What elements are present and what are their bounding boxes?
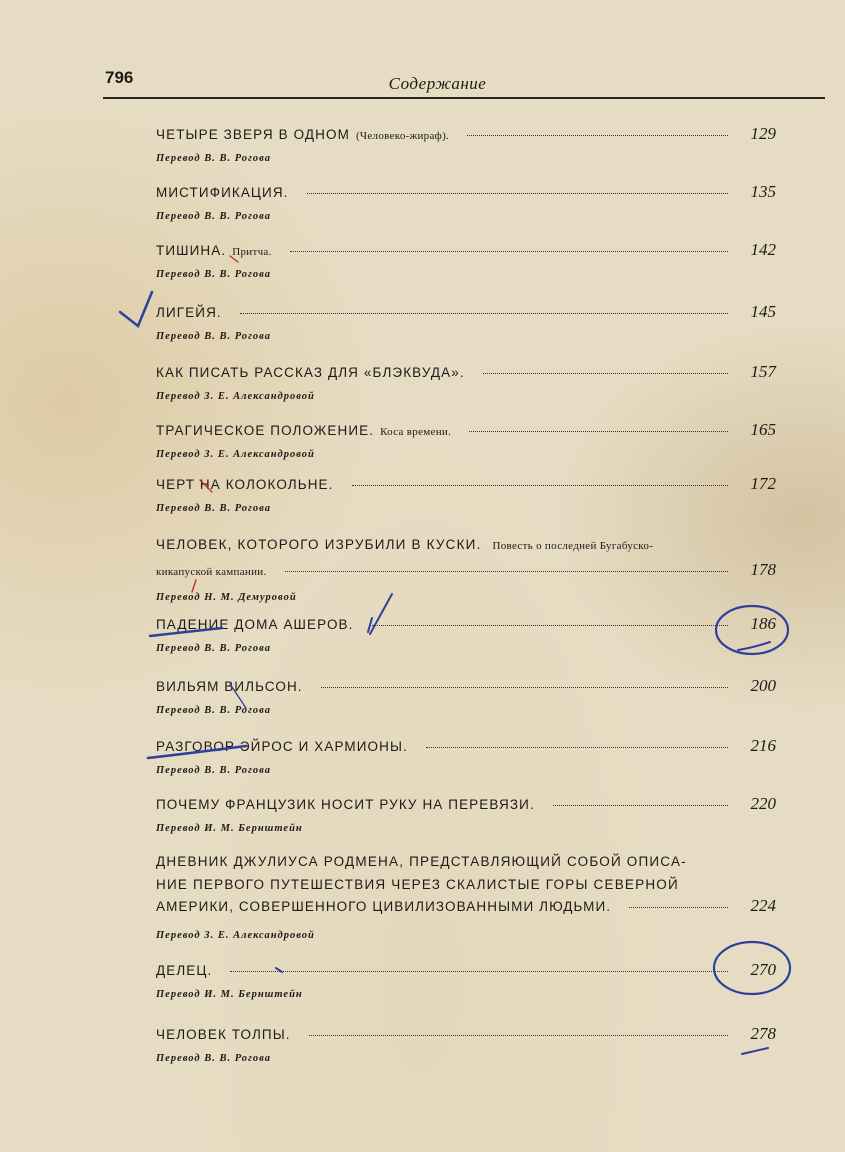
- entry-page-number: 172: [750, 474, 776, 493]
- dot-leader: [285, 571, 728, 572]
- entry-title: ДЕЛЕЦ.: [156, 963, 213, 978]
- toc-entry[interactable]: [156, 362, 776, 402]
- entry-page-number: 129: [750, 124, 776, 143]
- entry-translator: Перевод З. Е. Александровой: [156, 391, 315, 402]
- entry-page-number: 145: [750, 302, 776, 321]
- entry-translator: Перевод З. Е. Александровой: [156, 930, 315, 941]
- toc-entry[interactable]: [156, 736, 776, 776]
- entry-page-number: 270: [750, 960, 776, 979]
- dot-leader: [240, 313, 728, 314]
- entry-title: МИСТИФИКАЦИЯ.: [156, 185, 289, 200]
- page-number: 796: [105, 68, 134, 87]
- entry-translator: Перевод В. В. Рогова: [156, 331, 272, 342]
- entry-title: АМЕРИКИ, СОВЕРШЕННОГО ЦИВИЛИЗОВАННЫМИ ЛЮДЬМИ.: [156, 899, 612, 914]
- dot-leader: [372, 625, 729, 626]
- toc-entry[interactable]: [156, 533, 776, 603]
- entry-page-number: 220: [750, 794, 776, 813]
- entry-title: ПОЧЕМУ ФРАНЦУЗИК НОСИТ РУКУ НА ПЕРЕВЯЗИ.: [156, 797, 535, 812]
- entry-translator: Перевод В. В. Рогова: [156, 643, 272, 654]
- entry-subtitle: Коса времени.: [380, 426, 452, 438]
- entry-translator: Перевод В. В. Рогова: [156, 765, 272, 776]
- entry-page-number: 186: [750, 614, 776, 633]
- entry-title: ЧЕЛОВЕК ТОЛПЫ.: [156, 1027, 291, 1042]
- entry-title: ВИЛЬЯМ ВИЛЬСОН.: [156, 679, 303, 694]
- entry-page-number: 200: [750, 676, 776, 695]
- entry-translator: Перевод В. В. Рогова: [156, 1053, 272, 1064]
- entry-subtitle: Притча.: [232, 246, 272, 258]
- dot-leader: [309, 1035, 728, 1036]
- toc-entry[interactable]: [156, 850, 776, 941]
- entry-title: РАЗГОВОР ЭЙРОС И ХАРМИОНЫ.: [156, 739, 408, 754]
- entry-title: ПАДЕНИЕ ДОМА АШЕРОВ.: [156, 617, 354, 632]
- dot-leader: [307, 193, 728, 194]
- entry-title-line: ДНЕВНИК ДЖУЛИУСА РОДМЕНА, ПРЕДСТАВЛЯЮЩИЙ СОБОЙ ОПИСА-: [156, 854, 687, 869]
- entry-title-line: НИЕ ПЕРВОГО ПУТЕШЕСТВИЯ ЧЕРЕЗ СКАЛИСТЫЕ ГОРЫ СЕВЕРНОЙ: [156, 877, 679, 892]
- entry-page-number: 216: [750, 736, 776, 755]
- entry-page-number: 142: [750, 240, 776, 259]
- header-rule: [103, 97, 825, 99]
- dot-leader: [352, 485, 728, 486]
- toc-entry[interactable]: [156, 182, 776, 222]
- entry-page-number: 157: [750, 362, 776, 381]
- entry-title: ТРАГИЧЕСКОЕ ПОЛОЖЕНИЕ.: [156, 423, 375, 438]
- entry-translator: Перевод В. В. Рогова: [156, 211, 272, 222]
- toc-entry[interactable]: [156, 960, 776, 1000]
- entry-translator: Перевод В. В. Рогова: [156, 269, 272, 280]
- entry-title: ЛИГЕЙЯ.: [156, 305, 222, 320]
- toc-entry[interactable]: [156, 420, 776, 460]
- toc-entry[interactable]: [156, 474, 776, 514]
- entry-title: ЧЕЛОВЕК, КОТОРОГО ИЗРУБИЛИ В КУСКИ.: [156, 537, 482, 552]
- entry-page-number: 165: [750, 420, 776, 439]
- entry-page-number: 278: [750, 1024, 776, 1043]
- dot-leader: [290, 251, 728, 252]
- entry-title: ЧЕТЫРЕ ЗВЕРЯ В ОДНОМ: [156, 127, 350, 142]
- dot-leader: [230, 971, 728, 972]
- entry-subtitle: (Человеко-жираф).: [355, 130, 450, 142]
- dot-leader: [469, 431, 728, 432]
- entry-translator: Перевод З. Е. Александровой: [156, 449, 315, 460]
- entry-title: КАК ПИСАТЬ РАССКАЗ ДЛЯ «БЛЭКВУДА».: [156, 365, 465, 380]
- toc-entry[interactable]: [156, 1024, 776, 1064]
- entry-subtitle-continuation: кикапуской кампании.: [156, 566, 267, 578]
- entry-page-number: 224: [750, 896, 776, 915]
- entry-title: ТИШИНА.: [156, 243, 227, 258]
- entry-subtitle: Повесть о последней Бугабуско-: [492, 540, 654, 552]
- dot-leader: [629, 907, 728, 908]
- dot-leader: [426, 747, 728, 748]
- entry-translator: Перевод В. В. Рогова: [156, 503, 272, 514]
- entry-translator: Перевод И. М. Бернштейн: [156, 823, 303, 834]
- toc-entry[interactable]: [156, 614, 776, 654]
- dot-leader: [483, 373, 728, 374]
- toc-entry[interactable]: [156, 302, 776, 342]
- entry-title: ЧЕРТ НА КОЛОКОЛЬНЕ.: [156, 477, 334, 492]
- running-title: Содержание: [388, 74, 487, 93]
- toc-entry[interactable]: [156, 794, 776, 834]
- entry-translator: Перевод В. В. Рогова: [156, 705, 272, 716]
- dot-leader: [553, 805, 728, 806]
- entry-translator: Перевод Н. М. Демуровой: [156, 592, 297, 603]
- entry-translator: Перевод И. М. Бернштейн: [156, 989, 303, 1000]
- entry-page-number: 135: [750, 182, 776, 201]
- dot-leader: [321, 687, 728, 688]
- dot-leader: [467, 135, 728, 136]
- toc-entry[interactable]: [156, 676, 776, 716]
- entry-page-number: 178: [750, 560, 776, 579]
- toc-entry[interactable]: [156, 124, 776, 164]
- entry-translator: Перевод В. В. Рогова: [156, 153, 272, 164]
- toc-entry[interactable]: [156, 240, 776, 280]
- checkmark-icon: [120, 292, 152, 326]
